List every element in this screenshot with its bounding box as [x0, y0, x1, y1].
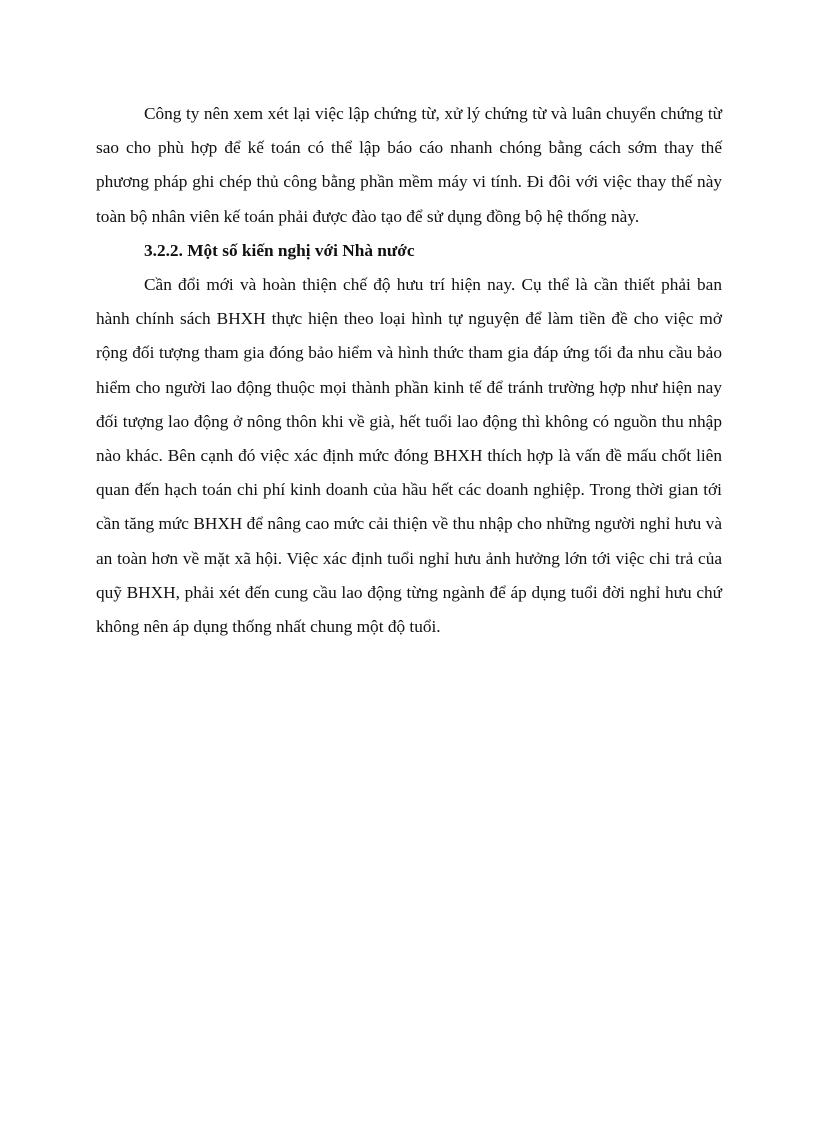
paragraph-accounting-documents: Công ty nên xem xét lại việc lập chứng từ, xử lý chứng từ và luân chuyển chứng từ sao cho phù hợp để kế toán có thể lập báo cáo nhanh chóng bằng cách sớm thay thế phương pháp ghi chép thủ công bằng phần mềm máy vi tính. Đi đôi với việc thay thế này toàn bộ nhân viên kế toán phải được đào tạo để sử dụng đồng bộ hệ thống này.: [96, 104, 722, 226]
paragraph-state-recommendations: Cần đổi mới và hoàn thiện chế độ hưu trí hiện nay. Cụ thể là cần thiết phải ban hành chính sách BHXH thực hiện theo loại hình tự nguyện để làm tiền đề cho việc mở rộng đối tượng tham gia đóng bảo hiểm và hình thức tham gia đáp ứng tối đa nhu cầu bảo hiểm cho người lao động thuộc mọi thành phần kinh tế để tránh trường hợp như hiện nay đối tượng lao động ở nông thôn khi về già, hết tuổi lao động thì không có nguồn thu nhập nào khác. Bên cạnh đó việc xác định mức đóng BHXH thích hợp là vấn đề mấu chốt liên quan đến hạch toán chi phí kinh doanh của hầu hết các doanh nghiệp. Trong thời gian tới cần tăng mức BHXH để nâng cao mức cải thiện về thu nhập cho những người nghỉ hưu và an toàn hơn về mặt xã hội. Việc xác định tuổi nghỉ hưu ảnh hưởng lớn tới việc chi trả của quỹ BHXH, phải xét đến cung cầu lao động từng ngành để áp dụng tuổi đời nghỉ hưu chứ không nên áp dụng thống nhất chung một độ tuổi.: [96, 275, 722, 637]
document-body: [96, 97, 722, 644]
section-heading: 3.2.2. Một số kiến nghị với Nhà nước: [144, 240, 415, 260]
